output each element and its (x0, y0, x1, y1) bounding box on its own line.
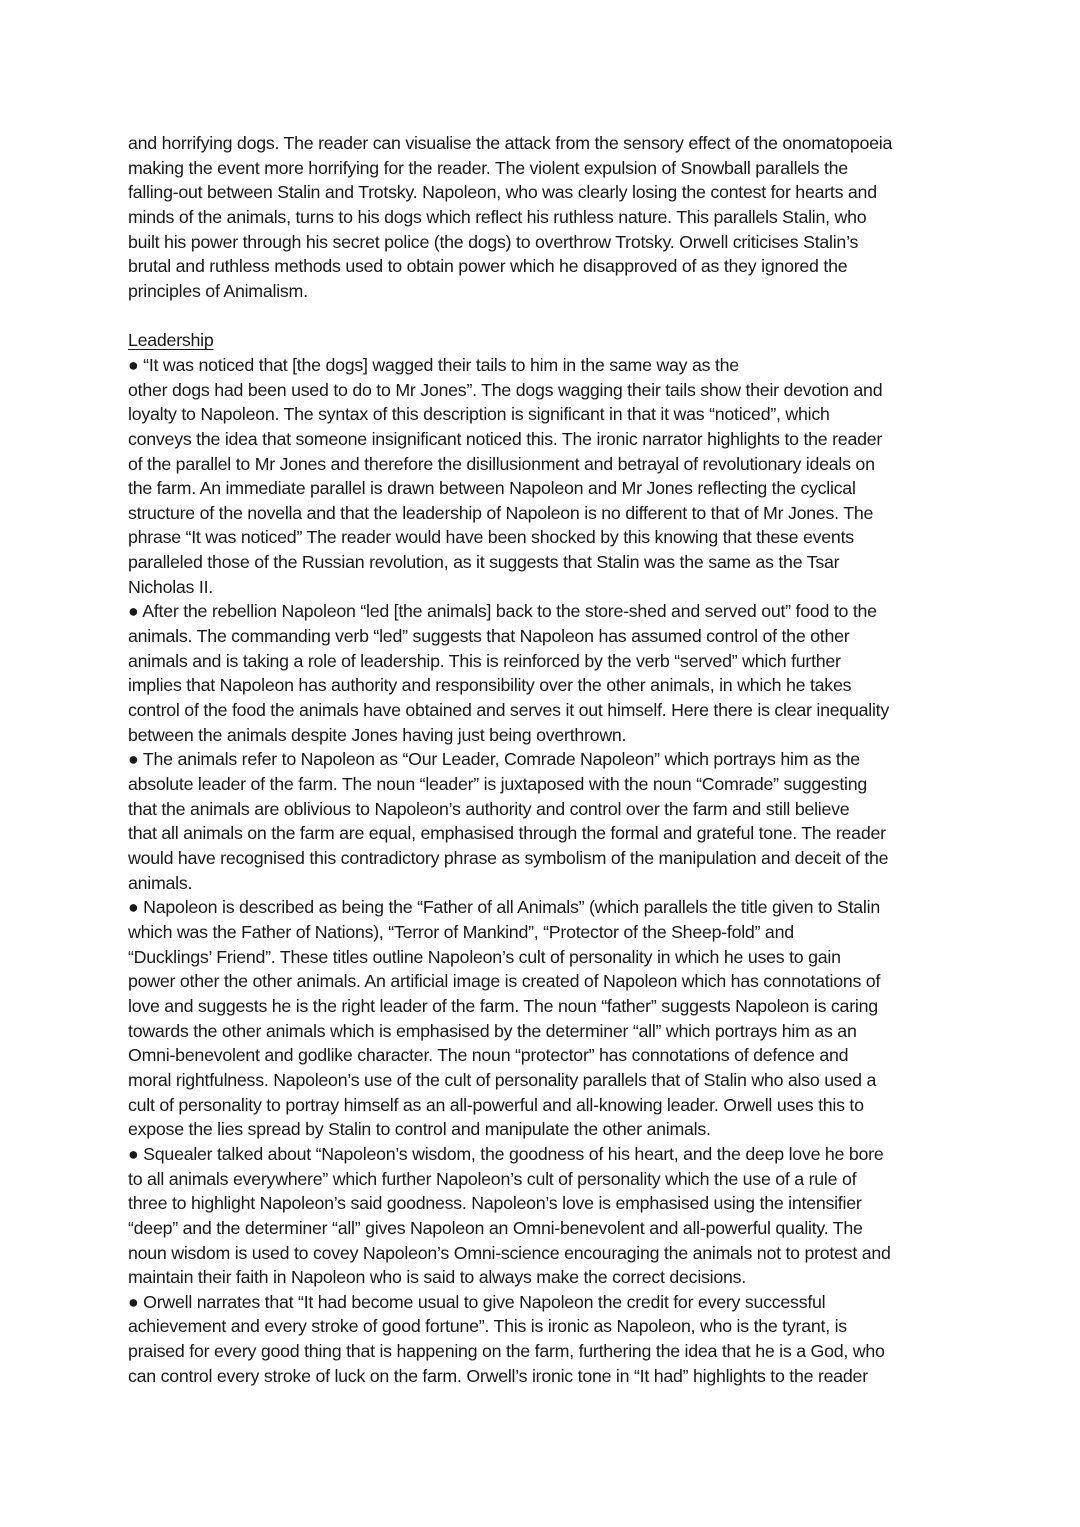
leadership-bullet-1-line-9: paralleled those of the Russian revolution, as it suggests that Stalin was the same as the Tsar (128, 552, 840, 573)
leadership-bullet-6-line-4: can control every stroke of luck on the farm. Orwell’s ironic tone in “It had” highlights to the reader (128, 1365, 868, 1386)
leadership-bullet-3-line-5: would have recognised this contradictory phrase as symbolism of the manipulation and deceit of the (128, 848, 889, 869)
leadership-bullet-5-line-4: “deep” and the determiner “all” gives Napoleon an Omni-benevolent and all-powerful quality. The (128, 1217, 863, 1238)
leadership-bullet-6-line-3: praised for every good thing that is happening on the farm, furthering the idea that he is a God, who (128, 1341, 885, 1362)
intro-paragraph-line-6: brutal and ruthless methods used to obtain power which he disapproved of as they ignored the (128, 256, 848, 277)
leadership-bullet-2 (128, 599, 960, 747)
leadership-bullet-1-line-7: structure of the novella and that the leadership of Napoleon is no different to that of Mr Jones. The (128, 502, 874, 523)
intro-paragraph-line-2: making the event more horrifying for the reader. The violent expulsion of Snowball parallels the (128, 157, 848, 178)
leadership-bullet-5-line-5: noun wisdom is used to covey Napoleon’s Omni-science encouraging the animals not to protest and (128, 1242, 891, 1263)
leadership-bullet-4-line-2: which was the Father of Nations), “Terror of Mankind”, “Protector of the Sheep-fold” and (128, 921, 794, 942)
leadership-bullet-3 (128, 747, 960, 895)
leadership-bullet-2-line-3: animals and is taking a role of leadership. This is reinforced by the verb “served” which further (128, 650, 841, 671)
leadership-bullet-4-line-4: power other the other animals. An artificial image is created of Napoleon which has connotations of (128, 971, 881, 992)
leadership-heading-line-1: Leadership (128, 330, 214, 351)
leadership-bullet-6 (128, 1290, 960, 1389)
intro-paragraph-line-5: built his power through his secret police (the dogs) to overthrow Trotsky. Orwell criticises Stalin’s (128, 231, 859, 252)
leadership-bullet-2-line-4: implies that Napoleon has authority and responsibility over the other animals, in which he takes (128, 675, 852, 696)
leadership-bullet-1-line-1: ● “It was noticed that [the dogs] wagged their tails to him in the same way as the (128, 354, 739, 375)
leadership-bullet-1-line-8: phrase “It was noticed” The reader would have been shocked by this knowing that these events (128, 527, 854, 548)
leadership-heading (128, 328, 960, 353)
leadership-bullet-3-line-3: that the animals are oblivious to Napoleon’s authority and control over the farm and still believe (128, 798, 850, 819)
intro-paragraph-line-1: and horrifying dogs. The reader can visualise the attack from the sensory effect of the onomatopoeia (128, 133, 893, 153)
leadership-bullet-1-line-5: of the parallel to Mr Jones and therefore the disillusionment and betrayal of revolutionary ideals on (128, 453, 875, 474)
leadership-bullet-4-line-7: Omni-benevolent and godlike character. The noun “protector” has connotations of defence and (128, 1045, 849, 1066)
leadership-bullet-4-line-1: ● Napoleon is described as being the “Father of all Animals” (which parallels the title given to Stalin (128, 897, 880, 918)
leadership-bullet-4 (128, 895, 960, 1142)
leadership-bullet-5-line-2: to all animals everywhere” which further Napoleon’s cult of personality which the use of a rule of (128, 1168, 857, 1189)
leadership-bullet-1-line-10: Nicholas II. (128, 576, 213, 597)
leadership-bullet-2-line-6: between the animals despite Jones having just being overthrown. (128, 724, 627, 745)
leadership-bullet-1-line-4: conveys the idea that someone insignificant noticed this. The ironic narrator highlights to the reader (128, 428, 883, 449)
leadership-bullet-1-line-2: other dogs had been used to do to Mr Jones”. The dogs wagging their tails show their devotion and (128, 379, 883, 400)
leadership-bullet-2-line-5: control of the food the animals have obtained and serves it out himself. Here there is clear inequality (128, 700, 890, 721)
leadership-bullet-6-line-1: ● Orwell narrates that “It had become usual to give Napoleon the credit for every successful (128, 1291, 826, 1312)
intro-paragraph (128, 131, 960, 304)
leadership-bullet-6-line-2: achievement and every stroke of good fortune”. This is ironic as Napoleon, who is the tyrant, is (128, 1316, 847, 1337)
intro-paragraph-line-4: minds of the animals, turns to his dogs which reflect his ruthless nature. This parallels Stalin, who (128, 206, 867, 227)
leadership-bullet-3-line-2: absolute leader of the farm. The noun “leader” is juxtaposed with the noun “Comrade” suggesting (128, 774, 867, 795)
leadership-bullet-5-line-3: three to highlight Napoleon’s said goodness. Napoleon’s love is emphasised using the intensifier (128, 1193, 862, 1214)
leadership-bullet-3-line-6: animals. (128, 872, 193, 893)
leadership-bullet-2-line-2: animals. The commanding verb “led” suggests that Napoleon has assumed control of the other (128, 626, 850, 647)
leadership-bullet-5-line-6: maintain their faith in Napoleon who is said to always make the correct decisions. (128, 1267, 746, 1288)
leadership-bullet-4-line-3: “Ducklings’ Friend”. These titles outline Napoleon’s cult of personality in which he uses to gain (128, 946, 841, 967)
leadership-bullet-4-line-6: towards the other animals which is emphasised by the determiner “all” which portrays him as an (128, 1020, 857, 1041)
leadership-bullet-1-line-3: loyalty to Napoleon. The syntax of this description is significant in that it was “noticed”, which (128, 404, 830, 425)
leadership-bullet-4-line-10: expose the lies spread by Stalin to control and manipulate the other animals. (128, 1119, 711, 1140)
leadership-bullet-1-line-6: the farm. An immediate parallel is drawn between Napoleon and Mr Jones reflecting the cyclical (128, 478, 856, 499)
intro-paragraph-line-3: falling-out between Stalin and Trotsky. Napoleon, who was clearly losing the contest for hearts and (128, 182, 877, 203)
leadership-bullet-4-line-8: moral rightfulness. Napoleon’s use of the cult of personality parallels that of Stalin who also used a (128, 1069, 877, 1090)
leadership-bullet-5-line-1: ● Squealer talked about “Napoleon’s wisdom, the goodness of his heart, and the deep love he bore (128, 1143, 884, 1164)
leadership-bullet-5 (128, 1142, 960, 1290)
leadership-bullet-4-line-9: cult of personality to portray himself as an all-powerful and all-knowing leader. Orwell uses this to (128, 1094, 864, 1115)
leadership-bullet-3-line-1: ● The animals refer to Napoleon as “Our Leader, Comrade Napoleon” which portrays him as the (128, 749, 860, 770)
intro-paragraph-line-7: principles of Animalism. (128, 280, 308, 301)
leadership-bullet-1 (128, 353, 960, 600)
leadership-bullet-2-line-1: ● After the rebellion Napoleon “led [the animals] back to the store-shed and served out” food to the (128, 601, 877, 622)
leadership-bullet-3-line-4: that all animals on the farm are equal, emphasised through the formal and grateful tone. The reader (128, 823, 886, 844)
leadership-bullet-4-line-5: love and suggests he is the right leader of the farm. The noun “father” suggests Napoleon is caring (128, 995, 878, 1016)
